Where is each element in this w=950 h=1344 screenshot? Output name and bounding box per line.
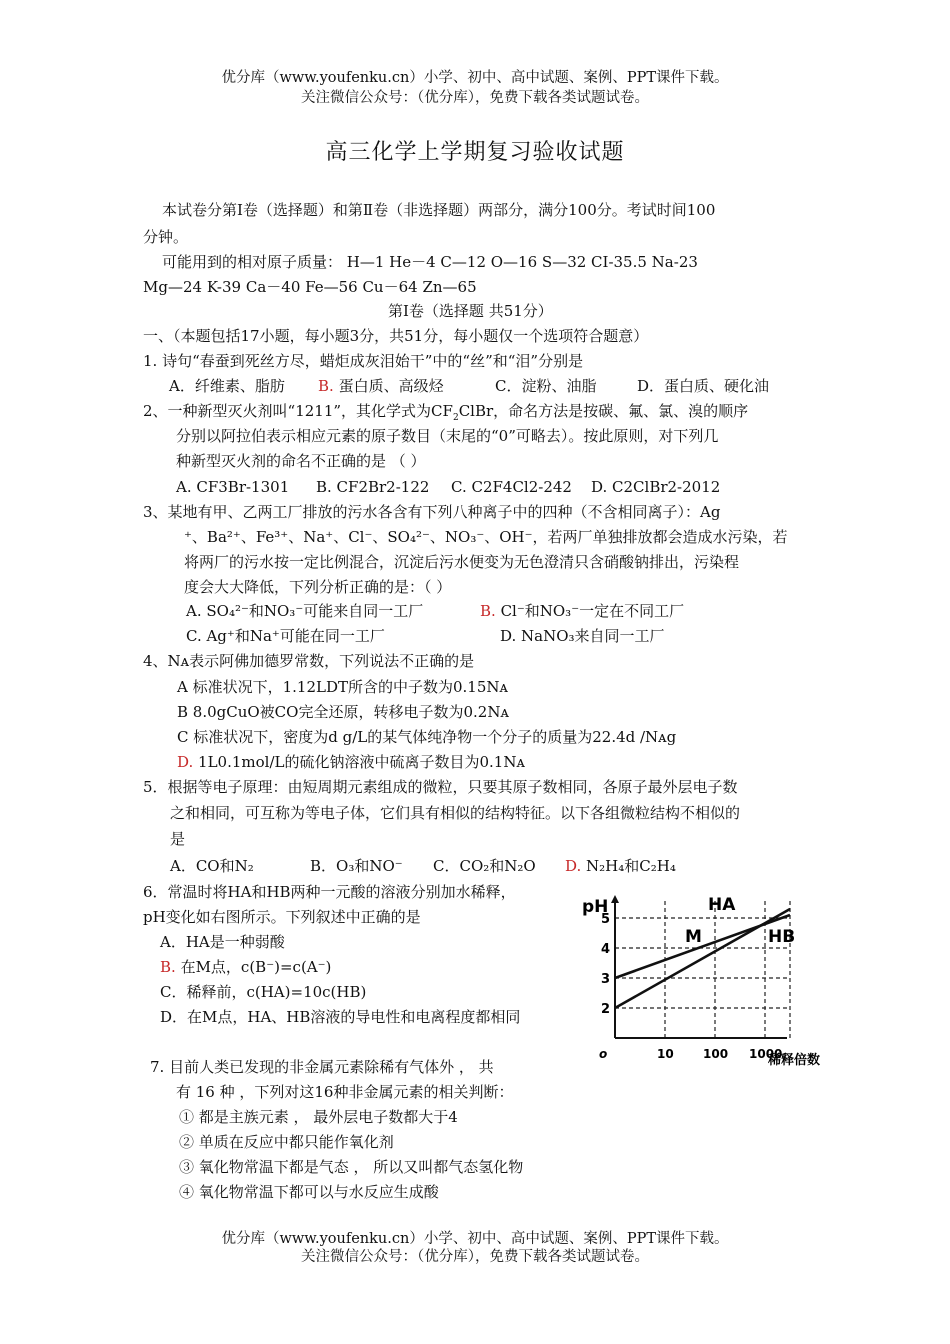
q5-option-a: A．CO和N₂: [170, 857, 254, 875]
y-tick-label: 3: [601, 972, 611, 987]
q5-option-b: B．O₃和NO⁻: [310, 857, 403, 875]
footer-line-2: 关注微信公众号：（优分库），免费下载各类试题试卷。: [301, 1249, 649, 1265]
section1-heading: 一、（本题包括17小题，每小题3分，共51分，每小题仅一个选项符合题意）: [143, 327, 649, 345]
header-line-1: 优分库（www.youfenku.cn）小学、初中、高中试题、案例、PPT课件下载。: [221, 70, 729, 86]
chart-labels: [582, 895, 820, 1068]
q3-option-c: C. Ag⁺和Na⁺可能在同一工厂: [186, 627, 385, 645]
y-axis-title: pH: [582, 897, 609, 917]
y-tick-label: 5: [601, 912, 611, 927]
q4-d-text: 1L0.1mol/L的硫化钠溶液中硫离子数目为0.1Nᴀ: [193, 753, 525, 771]
q1-option-d: D．蛋白质、硬化油: [637, 377, 770, 395]
q3-line-2: ⁺、Ba²⁺、Fe³⁺、Na⁺、Cl⁻、SO₄²⁻、NO₃⁻、OH⁻，若两厂单独排放都会造成水污染，若: [184, 528, 788, 546]
chart-series: [615, 909, 790, 1008]
q6-b-text: 在M点，c(B⁻)=c(A⁻): [175, 958, 332, 976]
q4-option-c: C 标准状况下，密度为d g/L的某气体纯净物一个分子的质量为22.4d /Nᴀg: [177, 728, 677, 746]
q1-option-a: A．纤维素、脂肪: [169, 377, 285, 395]
page-title: 高三化学上学期复习验收试题: [325, 140, 625, 165]
q4-option-b: B 8.0gCuO被CO完全还原，转移电子数为0.2Nᴀ: [177, 703, 509, 721]
q6-b-letter: B.: [160, 958, 176, 976]
q1-stem: 1. 诗句“春蚕到死丝方尽，蜡炬成灰泪始干”中的“丝”和“泪”分别是: [143, 352, 584, 370]
q2-option-a: A. CF3Br-1301: [176, 478, 290, 496]
q1-option-b: [318, 376, 444, 396]
q5-option-c: C．CO₂和N₂O: [433, 857, 536, 875]
part1-heading: 第Ⅰ卷（选择题 共51分）: [388, 302, 553, 320]
header-line-2: 关注微信公众号：（优分库），免费下载各类试题试卷。: [301, 90, 649, 106]
q4-d-letter: D.: [177, 753, 194, 771]
q7-item-1: ① 都是主族元素 ， 最外层电子数都大于4: [179, 1108, 458, 1126]
q1-b-letter: B.: [318, 377, 334, 395]
series-label-ha: HA: [708, 895, 736, 915]
q5-line-2: 之和相同，可互称为等电子体，它们具有相似的结构特征。以下各组微粒结构不相似的: [170, 804, 741, 822]
q2-line-1b: ClBr，命名方法是按碳、氟、氯、溴的顺序: [458, 402, 749, 420]
x-tick-label: o: [599, 1047, 608, 1061]
ph-dilution-chart: [582, 888, 842, 1078]
q3-option-d: D. NaNO₃来自同一工厂: [500, 627, 665, 645]
q5-option-d: [565, 856, 676, 876]
q2-option-d: D. C2ClBr2-2012: [591, 478, 721, 496]
masses-line-1: 可能用到的相对原子质量： H—1 He－4 C—12 O—16 S—32 CI-35.5 Na-23: [162, 253, 698, 271]
q6-line-2: pH变化如右图所示。下列叙述中正确的是: [143, 908, 421, 926]
q6-option-d: D．在M点，HA、HB溶液的导电性和电离程度都相同: [160, 1008, 521, 1026]
x-axis-title: 稀释倍数: [768, 1053, 821, 1068]
q3-line-3: 将两厂的污水按一定比例混合，沉淀后污水便变为无色澄清只含硝酸钠排出，污染程: [184, 553, 740, 571]
footer-line-1: 优分库（www.youfenku.cn）小学、初中、高中试题、案例、PPT课件下载。: [221, 1231, 729, 1247]
q3-line-4: 度会大大降低，下列分析正确的是：（ ）: [184, 578, 452, 596]
q3-b-letter: B.: [480, 602, 496, 620]
q7-line-2: 有 16 种 ，下列对这16种非金属元素的相关判断：: [176, 1083, 514, 1101]
q5-d-letter: D.: [565, 857, 582, 875]
point-label-m: M: [685, 927, 702, 947]
q3-b-text: Cl⁻和NO₃⁻一定在不同工厂: [495, 602, 685, 620]
y-tick-label: 2: [601, 1002, 611, 1017]
q2-line-1: 2、一种新型灭火剂叫“1211”，其化学式为$CF_2ClBr$，命名方法是按碳、氟、氯、溴的顺序: [143, 402, 749, 423]
q4-option-a: A 标准状况下，1.12LDT所含的中子数为0.15Nᴀ: [177, 678, 508, 696]
q4-option-d: [177, 752, 525, 772]
q2-option-b: B. CF2Br2-122: [316, 478, 430, 496]
x-tick-label: 100: [703, 1047, 729, 1061]
q6-option-b: [160, 957, 331, 977]
y-axis-arrow: [611, 895, 619, 903]
x-tick-label: 10: [657, 1047, 674, 1061]
q2-line-1a: 2、一种新型灭火剂叫“1211”，其化学式为CF: [143, 402, 453, 420]
q3-option-b: [480, 601, 684, 621]
q2-line-3: 种新型灭火剂的命名不正确的是 （ ）: [176, 452, 426, 470]
x-tick-label: 1000: [749, 1047, 783, 1061]
q6-line-1: 6．常温时将HA和HB两种一元酸的溶液分别加水稀释，: [143, 883, 516, 901]
q7-line-1: 7. 目前人类已发现的非金属元素除稀有气体外 ， 共: [150, 1058, 494, 1076]
y-tick-label: 4: [601, 942, 611, 957]
q2-option-c: C. C2F4Cl2-242: [451, 478, 572, 496]
q3-option-a: A. SO₄²⁻和NO₃⁻可能来自同一工厂: [186, 602, 424, 620]
q7-item-3: ③ 氧化物常温下都是气态 ， 所以又叫都气态氢化物: [179, 1158, 524, 1176]
q1-b-text: 蛋白质、高级烃: [333, 377, 444, 395]
q1-option-c: C．淀粉、油脂: [495, 377, 597, 395]
series-label-hb: HB: [768, 927, 796, 947]
q3-line-1: 3、某地有甲、乙两工厂排放的污水各含有下列八种离子中的四种（不含相同离子）：Ag: [143, 503, 721, 521]
intro-line-1: 本试卷分第Ⅰ卷（选择题）和第Ⅱ卷（非选择题）两部分，满分100分。考试时间100: [162, 201, 716, 219]
q5-d-text: N₂H₄和C₂H₄: [581, 857, 676, 875]
intro-line-2: 分钟。: [143, 228, 189, 246]
q6-option-c: C．稀释前，c(HA)=10c(HB): [160, 983, 367, 1001]
chart-axes: [611, 895, 787, 1038]
q5-line-1: 5．根据等电子原理：由短周期元素组成的微粒，只要其原子数相同，各原子最外层电子数: [143, 778, 738, 796]
masses-line-2: Mg—24 K-39 Ca－40 Fe—56 Cu－64 Zn—65: [143, 278, 477, 296]
q2-line-2: 分别以阿拉伯表示相应元素的原子数目（末尾的“0”可略去）。按此原则，对下列几: [176, 427, 719, 445]
series-line-hb: [615, 915, 790, 978]
q7-item-2: ② 单质在反应中都只能作氧化剂: [179, 1133, 394, 1151]
q7-item-4: ④ 氧化物常温下都可以与水反应生成酸: [179, 1183, 439, 1201]
q4-stem: 4、Nᴀ表示阿佛加德罗常数，下列说法不正确的是: [143, 652, 475, 670]
q6-option-a: A．HA是一种弱酸: [160, 933, 285, 951]
q5-line-3: 是: [170, 830, 186, 848]
